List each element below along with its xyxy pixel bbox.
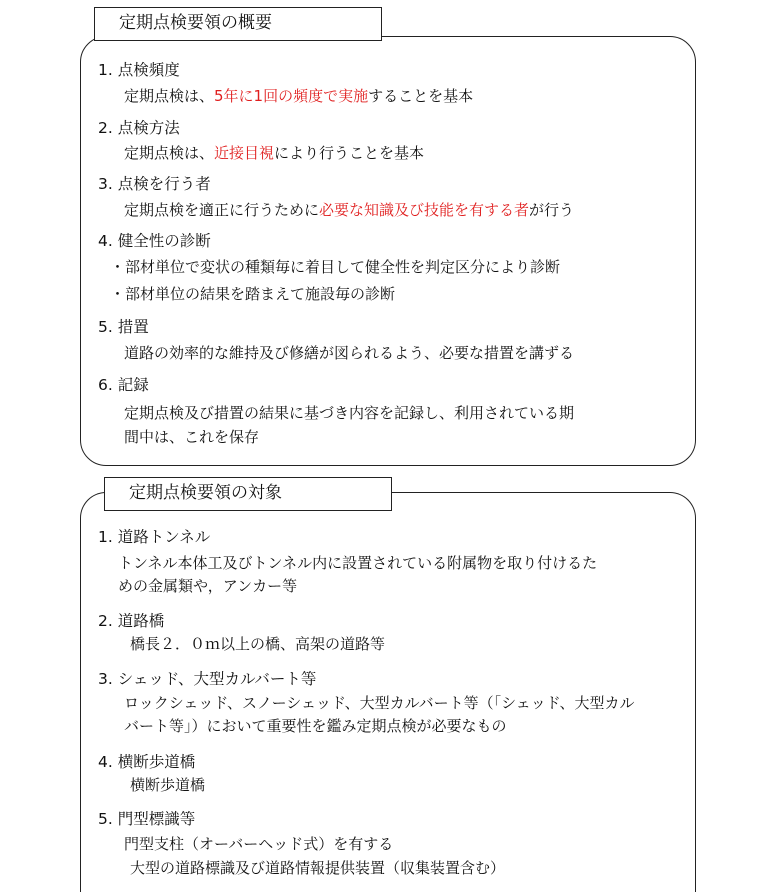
- target-gantry-text-2: 大型の道路標識及び道路情報提供装置（収集装置含む）: [130, 859, 506, 877]
- target-footbridge-text: 横断歩道橋: [130, 776, 206, 794]
- overview-title: 定期点検要領の概要: [94, 7, 382, 41]
- item-frequency-heading: 1. 点検頻度: [98, 61, 180, 79]
- item-frequency-text: 定期点検は、5年に1回の頻度で実施することを基本: [124, 87, 474, 105]
- item-diagnosis-bullet-1: ・部材単位で変状の種類毎に着目して健全性を判定区分により診断: [110, 258, 561, 276]
- targets-title: 定期点検要領の対象: [104, 477, 392, 511]
- target-shed-text-2: バート等」）において重要性を鑑み定期点検が必要なもの: [124, 717, 507, 735]
- target-shed-heading: 3. シェッド、大型カルバート等: [98, 670, 317, 688]
- item-measures-heading: 5. 措置: [98, 318, 149, 336]
- item-inspector-heading: 3. 点検を行う者: [98, 175, 211, 193]
- item-diagnosis-heading: 4. 健全性の診断: [98, 232, 211, 250]
- item-record-heading: 6. 記録: [98, 376, 149, 394]
- item-method-heading: 2. 点検方法: [98, 119, 180, 137]
- target-tunnel-text-2: めの金属類や，アンカー等: [118, 577, 298, 595]
- target-bridge-text: 橋長２．０ｍ以上の橋、高架の道路等: [130, 635, 386, 653]
- item-measures-text: 道路の効率的な維持及び修繕が図られるよう、必要な措置を講ずる: [124, 344, 575, 362]
- target-footbridge-heading: 4. 横断歩道橋: [98, 753, 196, 771]
- target-gantry-text-1: 門型支柱（オーバーヘッド式）を有する: [124, 835, 394, 853]
- item-diagnosis-bullet-2: ・部材単位の結果を踏まえて施設毎の診断: [110, 285, 396, 303]
- item-method-text: 定期点検は、近接目視により行うことを基本: [124, 144, 425, 162]
- target-shed-text-1: ロックシェッド、スノーシェッド、大型カルバート等（「シェッド、大型カル: [124, 694, 635, 712]
- target-gantry-heading: 5. 門型標識等: [98, 810, 196, 828]
- item-record-text-2: 間中は、これを保存: [124, 428, 260, 446]
- item-record-text-1: 定期点検及び措置の結果に基づき内容を記録し、利用されている期: [124, 404, 575, 422]
- target-bridge-heading: 2. 道路橋: [98, 612, 165, 630]
- targets-panel: [80, 492, 696, 892]
- item-inspector-text: 定期点検を適正に行うために必要な知識及び技能を有する者が行う: [124, 201, 575, 219]
- target-tunnel-text-1: トンネル本体工及びトンネル内に設置されている附属物を取り付けるた: [118, 554, 598, 572]
- target-tunnel-heading: 1. 道路トンネル: [98, 528, 211, 546]
